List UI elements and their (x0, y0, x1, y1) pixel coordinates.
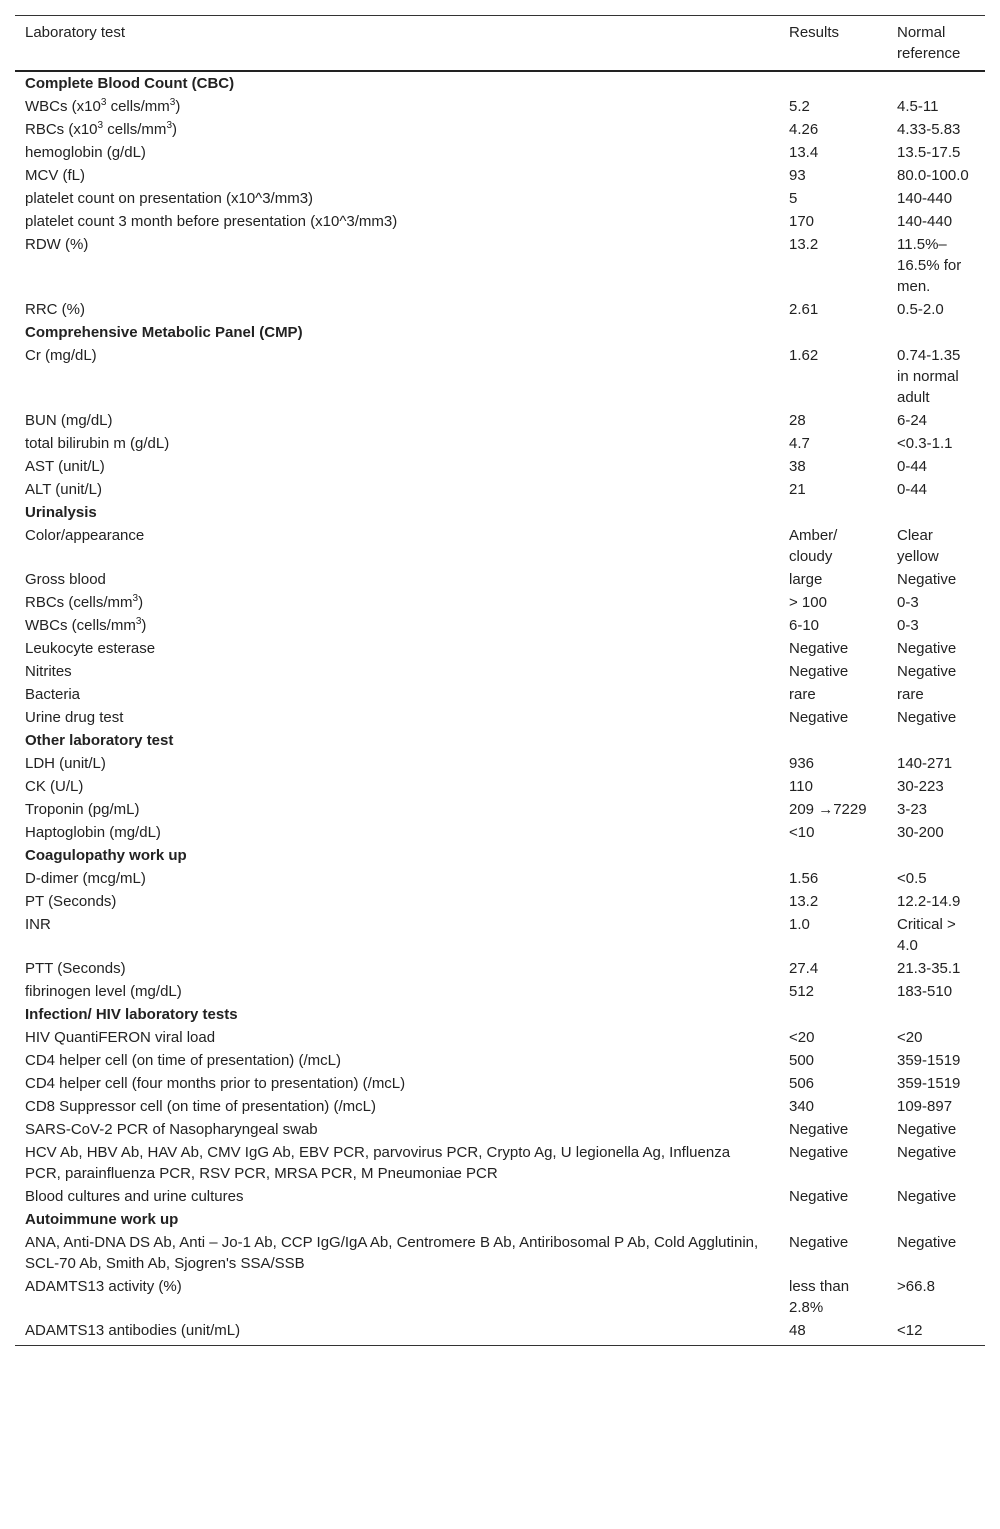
table-row (15, 867, 985, 890)
cell-test-name (15, 118, 779, 141)
cell-normal-reference: 140-440 (897, 190, 953, 207)
cell-result: Negative (789, 640, 849, 657)
table-row (15, 524, 985, 568)
cell-result: 5 (789, 190, 798, 207)
table-row (15, 95, 985, 118)
cell-result: 936 (789, 755, 815, 772)
table-row (15, 432, 985, 455)
cell-normal-reference: 359-1519 (897, 1075, 961, 1092)
cell-normal-reference: <20 (897, 1029, 923, 1046)
cell-result: 13.2 (789, 893, 819, 910)
cell-normal-reference: 4.5-11 (897, 98, 939, 115)
section-header-row (15, 729, 985, 752)
cell-test-name: platelet count 3 month before presentation (x10^3/mm3) (25, 213, 398, 230)
cell-normal-reference: Negative (897, 1144, 957, 1161)
table-row (15, 298, 985, 321)
lab-results-table (15, 15, 985, 1346)
table-row (15, 233, 985, 298)
table-row (15, 1026, 985, 1049)
cell-test-name: PTT (Seconds) (25, 960, 126, 977)
table-row (15, 591, 985, 614)
cell-normal-reference: 0.74-1.35 in normal adult (897, 347, 961, 406)
cell-result: <10 (789, 824, 815, 841)
cell-normal-reference: 11.5%–16.5% for men. (897, 236, 962, 295)
cell-normal-reference: 109-897 (897, 1098, 953, 1115)
cell-normal-reference: Negative (897, 1188, 957, 1205)
cell-test-name: Leukocyte esterase (25, 640, 156, 657)
section-header-row (15, 321, 985, 344)
cell-normal-reference: 21.3-35.1 (897, 960, 961, 977)
cell-result: 4.26 (789, 121, 819, 138)
table-row (15, 1319, 985, 1346)
cell-result: 340 (789, 1098, 815, 1115)
table-row (15, 164, 985, 187)
cell-result: Negative (789, 663, 849, 680)
header-row (15, 16, 985, 72)
section-header-row (15, 844, 985, 867)
cell-test-name: ADAMTS13 antibodies (unit/mL) (25, 1322, 241, 1339)
cell-result: 28 (789, 412, 806, 429)
table-row (15, 141, 985, 164)
cell-result: 27.4 (789, 960, 819, 977)
cell-test-name: MCV (fL) (25, 167, 85, 184)
cell-test-name: CD4 helper cell (four months prior to presentation) (/mcL) (25, 1075, 406, 1092)
table-row (15, 637, 985, 660)
cell-test-name (15, 591, 779, 614)
cell-test-name (15, 614, 779, 637)
lab-results-table-container (15, 15, 985, 1346)
cell-normal-reference: 0-44 (897, 458, 928, 475)
table-row (15, 752, 985, 775)
cell-test-name: Color/appearance (25, 527, 145, 544)
cell-result: 5.2 (789, 98, 810, 115)
cell-test-name: BUN (mg/dL) (25, 412, 113, 429)
table-row (15, 1095, 985, 1118)
cell-result: 38 (789, 458, 806, 475)
section-title: Autoimmune work up (25, 1211, 179, 1228)
section-title: Coagulopathy work up (25, 847, 187, 864)
table-row (15, 706, 985, 729)
cell-test-name: HCV Ab, HBV Ab, HAV Ab, CMV IgG Ab, EBV PCR, parvovirus PCR, Crypto Ag, U legionella Ag, Influenza PCR, parainfluenza PCR, RSV PCR, MRSA PCR, M Pneumoniae PCR (25, 1144, 731, 1182)
table-row (15, 344, 985, 409)
cell-normal-reference: 359-1519 (897, 1052, 961, 1069)
cell-result: 500 (789, 1052, 815, 1069)
section-title: Other laboratory test (25, 732, 174, 749)
cell-normal-reference: rare (897, 686, 924, 703)
table-row (15, 1275, 985, 1319)
test-name-part: ) (138, 594, 144, 611)
section-title: Comprehensive Metabolic Panel (CMP) (25, 324, 303, 341)
cell-result: 1.0 (789, 916, 810, 933)
cell-normal-reference: 0-44 (897, 481, 928, 498)
table-row (15, 409, 985, 432)
cell-normal-reference: Negative (897, 709, 957, 726)
cell-test-name: ALT (unit/L) (25, 481, 102, 498)
cell-normal-reference: 0.5-2.0 (897, 301, 944, 318)
cell-result: <20 (789, 1029, 815, 1046)
cell-normal-reference: 183-510 (897, 983, 953, 1000)
cell-normal-reference: Negative (897, 1234, 957, 1251)
table-row (15, 118, 985, 141)
cell-test-name (15, 95, 779, 118)
table-row (15, 568, 985, 591)
cell-test-name: CD8 Suppressor cell (on time of presentation) (/mcL) (25, 1098, 376, 1115)
cell-result: Negative (789, 709, 849, 726)
cell-result: Negative (789, 1121, 849, 1138)
cell-test-name: Haptoglobin (mg/dL) (25, 824, 161, 841)
cell-normal-reference: Critical > 4.0 (897, 916, 956, 954)
cell-normal-reference: 0-3 (897, 594, 919, 611)
test-name-part: cells/mm (106, 98, 170, 115)
table-row (15, 1231, 985, 1275)
header-normal-reference: Normal reference (897, 24, 961, 62)
cell-test-name: total bilirubin m (g/dL) (25, 435, 170, 452)
table-row (15, 980, 985, 1003)
cell-result: Negative (789, 1188, 849, 1205)
header-laboratory-test: Laboratory test (25, 24, 126, 41)
cell-test-name: platelet count on presentation (x10^3/mm3) (25, 190, 314, 207)
cell-result: 209 →7229 (789, 801, 867, 818)
superscript: 3 (97, 120, 104, 131)
cell-normal-reference: 6-24 (897, 412, 928, 429)
table-row (15, 683, 985, 706)
table-row (15, 913, 985, 957)
table-row (15, 957, 985, 980)
cell-normal-reference: 3-23 (897, 801, 928, 818)
superscript: 3 (100, 97, 107, 108)
test-name-part: ) (172, 121, 177, 138)
cell-test-name: INR (25, 916, 51, 933)
table-header (15, 16, 985, 72)
table-row (15, 1185, 985, 1208)
table-row (15, 614, 985, 637)
cell-result: rare (789, 686, 816, 703)
table-row (15, 455, 985, 478)
cell-normal-reference: 12.2-14.9 (897, 893, 961, 910)
cell-result: 6-10 (789, 617, 820, 634)
table-row (15, 775, 985, 798)
cell-test-name: LDH (unit/L) (25, 755, 106, 772)
cell-test-name: AST (unit/L) (25, 458, 105, 475)
cell-result: 110 (789, 778, 813, 795)
superscript: 3 (169, 97, 176, 108)
test-name-part: WBCs (cells/mm (25, 617, 136, 634)
cell-normal-reference: 30-200 (897, 824, 944, 841)
cell-test-name: PT (Seconds) (25, 893, 117, 910)
cell-test-name: Cr (mg/dL) (25, 347, 97, 364)
cell-normal-reference: 80.0-100.0 (897, 167, 969, 184)
section-title: Infection/ HIV laboratory tests (25, 1006, 238, 1023)
cell-result: 4.7 (789, 435, 810, 452)
cell-normal-reference: 140-440 (897, 213, 953, 230)
section-title: Complete Blood Count (CBC) (25, 75, 235, 92)
cell-normal-reference: <0.3-1.1 (897, 435, 953, 452)
cell-result: Negative (789, 1234, 849, 1251)
table-row (15, 1072, 985, 1095)
cell-normal-reference: 0-3 (897, 617, 919, 634)
cell-test-name: ANA, Anti-DNA DS Ab, Anti – Jo-1 Ab, CCP IgG/IgA Ab, Centromere B Ab, Antiribosomal P Ab, Cold Agglutinin, SCL-70 Ab, Smith Ab, Sjogren's SSA/SSB (25, 1234, 759, 1272)
cell-result: 2.61 (789, 301, 819, 318)
cell-result: > 100 (789, 594, 827, 611)
cell-test-name: RDW (%) (25, 236, 89, 253)
cell-result: less than 2.8% (789, 1278, 850, 1316)
cell-test-name: hemoglobin (g/dL) (25, 144, 146, 161)
cell-normal-reference: >66.8 (897, 1278, 935, 1295)
cell-normal-reference: Negative (897, 1121, 957, 1138)
table-row (15, 210, 985, 233)
cell-test-name: Bacteria (25, 686, 81, 703)
test-name-part: ) (141, 617, 147, 634)
cell-result: Negative (789, 1144, 849, 1161)
table-row (15, 660, 985, 683)
test-name-part: ) (175, 98, 181, 115)
superscript: 3 (166, 120, 172, 131)
test-name-part: cells/mm (103, 121, 167, 138)
cell-test-name: Urine drug test (25, 709, 124, 726)
superscript: 3 (132, 593, 139, 604)
cell-normal-reference: Negative (897, 571, 957, 588)
cell-normal-reference: <0.5 (897, 870, 927, 887)
cell-result: 48 (789, 1322, 806, 1339)
cell-result: 1.62 (789, 347, 819, 364)
cell-result: 21 (789, 481, 806, 498)
cell-test-name: Blood cultures and urine cultures (25, 1188, 244, 1205)
section-header-row (15, 71, 985, 95)
test-name-part: RBCs (cells/mm (25, 594, 133, 611)
test-name-part: WBCs (x10 (25, 98, 101, 115)
cell-normal-reference: 4.33-5.83 (897, 121, 961, 138)
cell-result: 93 (789, 167, 806, 184)
cell-test-name: Troponin (pg/mL) (25, 801, 140, 818)
table-row (15, 187, 985, 210)
section-header-row (15, 1003, 985, 1026)
cell-result: 512 (789, 983, 815, 1000)
cell-normal-reference: Negative (897, 663, 957, 680)
cell-normal-reference: 13.5-17.5 (897, 144, 961, 161)
cell-normal-reference: <12 (897, 1322, 923, 1339)
cell-test-name: Gross blood (25, 571, 106, 588)
cell-test-name: CK (U/L) (25, 778, 84, 795)
table-row (15, 798, 985, 821)
table-row (15, 890, 985, 913)
table-row (15, 1118, 985, 1141)
cell-test-name: Nitrites (25, 663, 72, 680)
cell-normal-reference: 140-271 (897, 755, 953, 772)
cell-result: 170 (789, 213, 815, 230)
table-body (15, 71, 985, 1346)
cell-normal-reference: Clear yellow (897, 527, 939, 565)
cell-result: large (789, 571, 823, 588)
test-name-part: RBCs (x10 (25, 121, 98, 138)
cell-normal-reference: Negative (897, 640, 957, 657)
cell-result: 1.56 (789, 870, 819, 887)
table-row (15, 478, 985, 501)
cell-test-name: ADAMTS13 activity (%) (25, 1278, 182, 1295)
cell-test-name: D-dimer (mcg/mL) (25, 870, 146, 887)
cell-normal-reference: 30-223 (897, 778, 944, 795)
cell-result: 506 (789, 1075, 815, 1092)
cell-test-name: HIV QuantiFERON viral load (25, 1029, 216, 1046)
cell-test-name: SARS-CoV-2 PCR of Nasopharyngeal swab (25, 1121, 318, 1138)
cell-test-name: RRC (%) (25, 301, 85, 318)
header-results: Results (789, 24, 840, 41)
cell-result: 13.4 (789, 144, 819, 161)
superscript: 3 (135, 616, 142, 627)
cell-test-name: CD4 helper cell (on time of presentation) (/mcL) (25, 1052, 341, 1069)
section-title: Urinalysis (25, 504, 97, 521)
table-row (15, 1141, 985, 1185)
section-header-row (15, 1208, 985, 1231)
cell-result: Amber/ cloudy (789, 527, 838, 565)
table-row (15, 821, 985, 844)
cell-test-name: fibrinogen level (mg/dL) (25, 983, 182, 1000)
cell-result: 13.2 (789, 236, 819, 253)
table-row (15, 1049, 985, 1072)
section-header-row (15, 501, 985, 524)
